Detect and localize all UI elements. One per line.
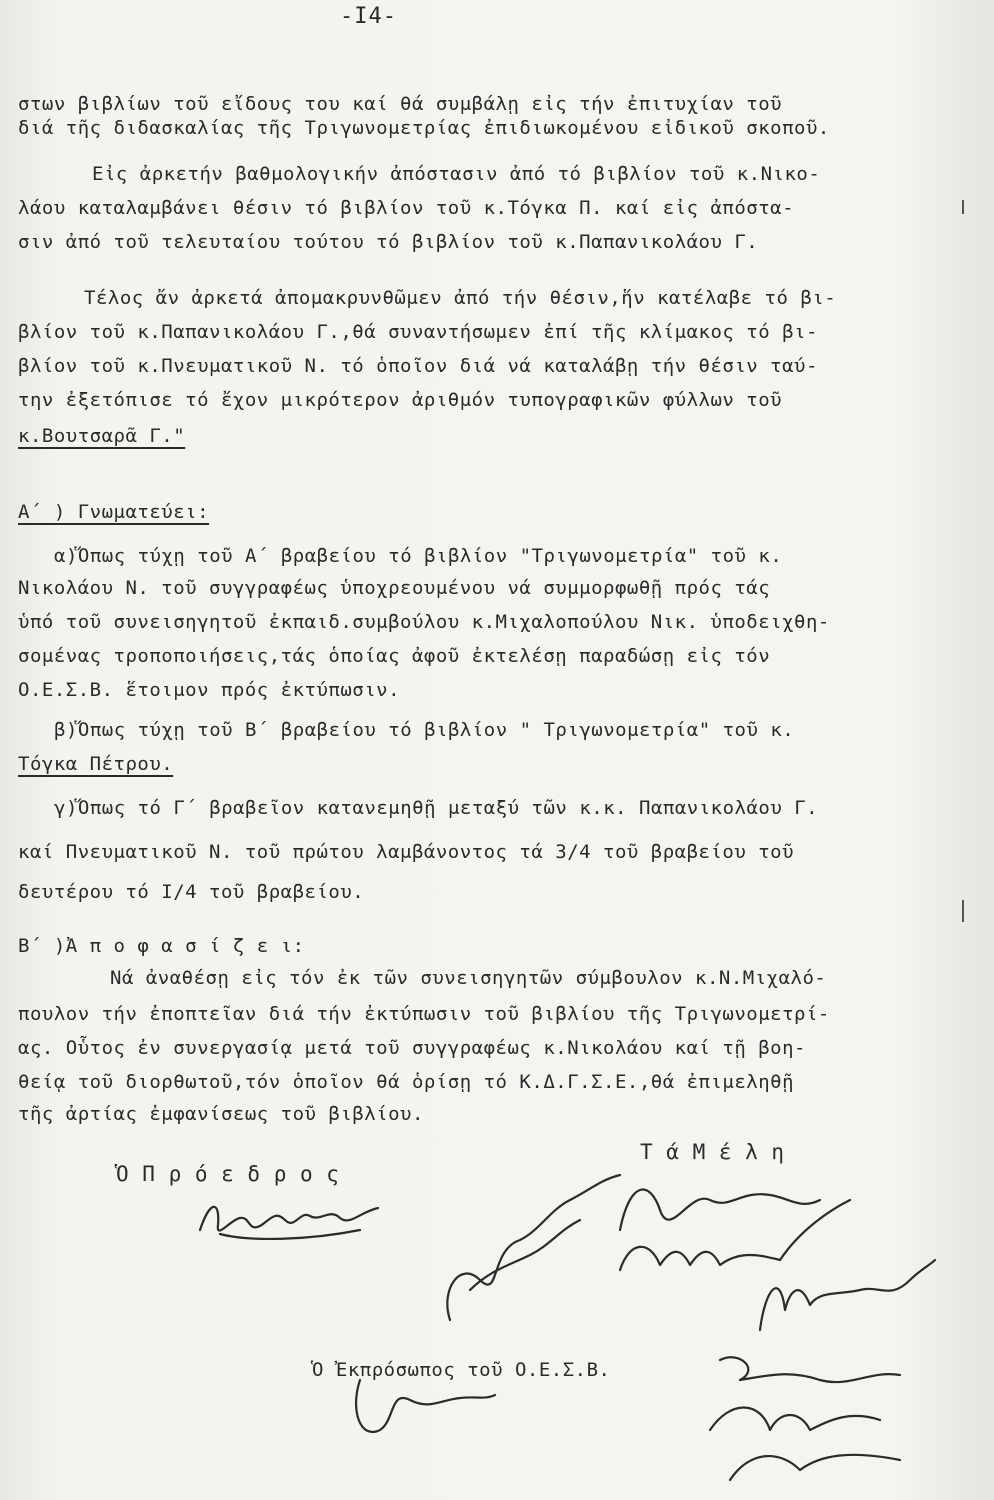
text-line: Τόγκα Πέτρου. (18, 753, 174, 775)
member-signature (700, 1340, 920, 1490)
text-line: γ)Ὅπως τό Γ΄ βραβεῖον κατανεμηθῇ μεταξύ τῶν κ.κ. Παπανικολάου Γ. (54, 797, 819, 819)
page-edge-mark (962, 200, 964, 214)
text-line: β)Ὅπως τύχῃ τοῦ Β΄ βραβείου τό βιβλίον " Τριγωνομετρία" τοῦ κ. (54, 719, 795, 741)
text-line: σομένας τροποποιήσεις,τάς ὁποίας ἀφοῦ ἐκτελέσῃ παραδώσῃ εἰς τόν (18, 645, 771, 667)
text-line: στων βιβλίων τοῦ εἴδους του καί θά συμβάλῃ εἰς τήν ἐπιτυχίαν τοῦ (18, 93, 783, 115)
text-line: ὑπό τοῦ συνεισηγητοῦ ἐκπαιδ.συμβούλου κ.Μιχαλοπούλου Νικ. ὑποδειχθη- (18, 611, 830, 633)
text-line: βλίον τοῦ κ.Πνευματικοῦ Ν. τό ὁποῖον διά νά καταλάβῃ τήν θέσιν ταύ- (18, 355, 818, 377)
text-line: Εἰς ἀρκετήν βαθμολογικήν ἀπόστασιν ἀπό τό βιβλίον τοῦ κ.Νικο- (92, 163, 821, 185)
president-label: Ὁ Π ρ ό ε δ ρ ο ς (116, 1162, 340, 1186)
members-label: Τ ά Μ έ λ η (640, 1140, 785, 1164)
section-heading: Α΄ ) Γνωματεύει: (18, 501, 210, 523)
text-line: κ.Βουτσαρᾶ Γ." (18, 425, 186, 447)
text-line: λάου καταλαμβάνει θέσιν τό βιβλίον τοῦ κ.Τόγκα Π. καί εἰς ἀπόστα- (18, 197, 795, 219)
page-edge-mark (962, 900, 964, 922)
text-line: δευτέρου τό I/4 τοῦ βραβείου. (18, 881, 365, 903)
text-line: τῆς ἀρτίας ἐμφανίσεως τοῦ βιβλίου. (18, 1103, 424, 1125)
text-line: διά τῆς διδασκαλίας τῆς Τριγωνομετρίας ἐπιδιωκομένου εἰδικοῦ σκοποῦ. (18, 117, 830, 139)
text-line: την ἐξετόπισε τό ἔχον μικρότερον ἀριθμόν τυπογραφικῶν φύλλων τοῦ (18, 389, 783, 411)
text-line: καί Πνευματικοῦ Ν. τοῦ πρώτου λαμβάνοντος τά 3/4 τοῦ βραβείου τοῦ (18, 841, 795, 863)
text-line: θείᾳ τοῦ διορθωτοῦ,τόν ὁποῖον θά ὁρίσῃ τό Κ.Δ.Γ.Σ.Ε.,θά ἐπιμεληθῇ (18, 1071, 795, 1093)
text-line: Ο.Ε.Σ.Β. ἕτοιμον πρός ἐκτύπωσιν. (18, 679, 401, 701)
member-signature (740, 1250, 940, 1340)
section-heading: Β΄ )Ἀ π ο φ α σ ί ζ ε ι: (18, 935, 305, 957)
text-line: α)Ὅπως τύχῃ τοῦ Α΄ βραβείου τό βιβλίον "Τριγωνομετρία" τοῦ κ. (54, 545, 783, 567)
text-line: ας. Οὗτος ἐν συνεργασίᾳ μετά τοῦ συγγραφέως κ.Νικολάου καί τῇ βοη- (18, 1037, 806, 1059)
representative-signature (340, 1370, 500, 1450)
text-line: σιν ἀπό τοῦ τελευταίου τούτου τό βιβλίον τοῦ κ.Παπανικολάου Γ. (18, 231, 759, 253)
text-line: Νικολάου Ν. τοῦ συγγραφέως ὑποχρεουμένου νά συμμορφωθῇ πρός τάς (18, 577, 771, 599)
text-line: Νά ἀναθέσῃ εἰς τόν ἐκ τῶν συνεισηγητῶν σύμβουλον κ.Ν.Μιχαλό- (110, 967, 827, 989)
page-number: -I4- (340, 4, 397, 29)
text-line: πουλον τήν ἐποπτεῖαν διά τήν ἐκτύπωσιν τοῦ βιβλίου τῆς Τριγωνομετρί- (18, 1003, 830, 1025)
text-line: Τέλος ἄν ἀρκετά ἀπομακρυνθῶμεν ἀπό τήν θέσιν,ἥν κατέλαβε τό βι- (84, 287, 837, 309)
president-signature (190, 1190, 390, 1250)
representative-label: Ὁ Ἐκπρόσωπος τοῦ Ο.Ε.Σ.Β. (312, 1359, 611, 1381)
text-line: βλίον τοῦ κ.Παπανικολάου Γ.,θά συναντήσωμεν ἐπί τῆς κλίμακος τό βι- (18, 321, 818, 343)
